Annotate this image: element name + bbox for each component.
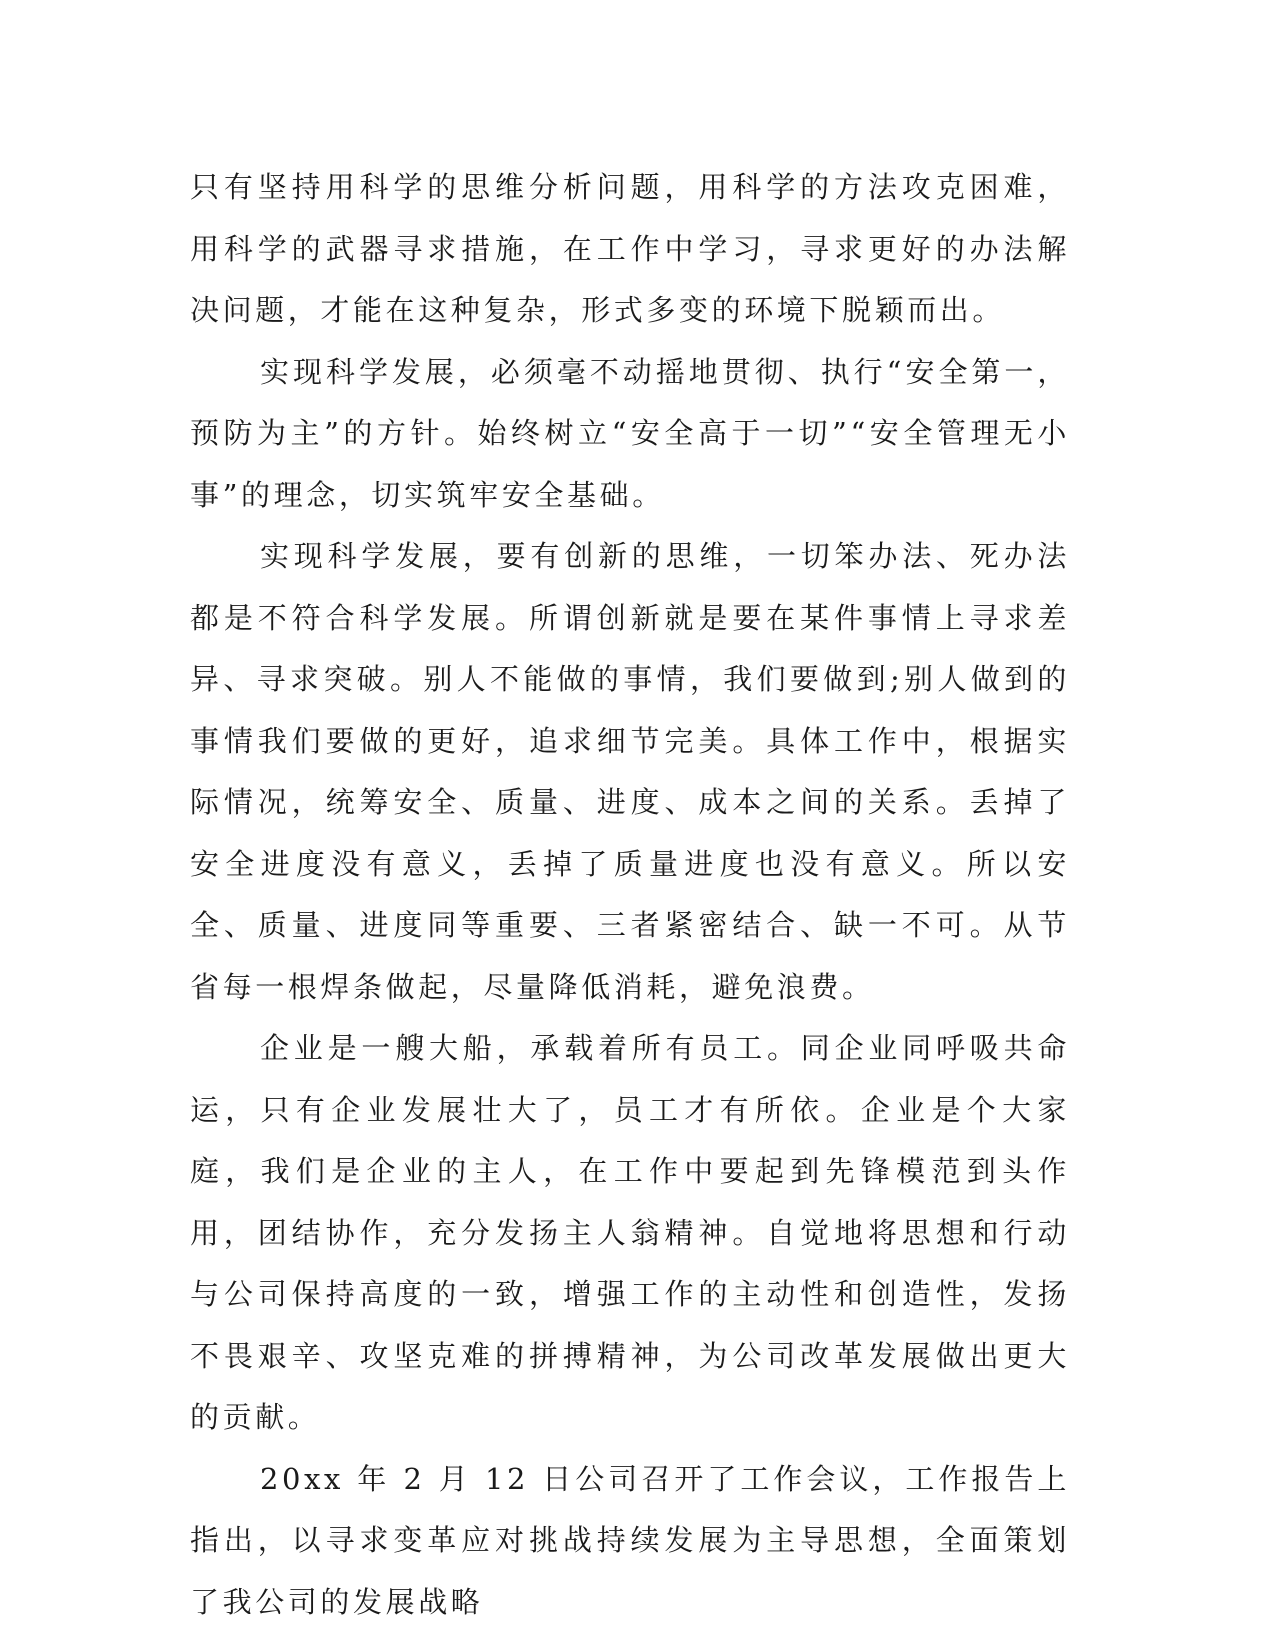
document-body — [190, 157, 1070, 1633]
paragraph-3: 实现科学发展，要有创新的思维，一切笨办法、死办法都是不符合科学发展。所谓创新就是要在某件事情上寻求差异、寻求突破。别人不能做的事情，我们要做到;别人做到的事情我们要做的更好，追求细节完美。具体工作中，根据实际情况，统筹安全、质量、进度、成本之间的关系。丢掉了安全进度没有意义，丢掉了质量进度也没有意义。所以安全、质量、进度同等重要、三者紧密结合、缺一不可。从节省每一根焊条做起，尽量降低消耗，避免浪费。 — [190, 539, 1070, 1004]
paragraph-2: 实现科学发展，必须毫不动摇地贯彻、执行“安全第一，预防为主”的方针。始终树立“安全高于一切”“安全管理无小事”的理念，切实筑牢安全基础。 — [190, 354, 1070, 512]
paragraph-4: 企业是一艘大船，承载着所有员工。同企业同呼吸共命运，只有企业发展壮大了，员工才有所依。企业是个大家庭，我们是企业的主人，在工作中要起到先锋模范到头作用，团结协作，充分发扬主人翁精神。自觉地将思想和行动与公司保持高度的一致，增强工作的主动性和创造性，发扬不畏艰辛、攻坚克难的拼搏精神，为公司改革发展做出更大的贡献。 — [190, 1031, 1070, 1434]
paragraph-1: 只有坚持用科学的思维分析问题，用科学的方法攻克困难，用科学的武器寻求措施，在工作中学习，寻求更好的办法解决问题，才能在这种复杂，形式多变的环境下脱颖而出。 — [190, 170, 1070, 327]
paragraph-5: 20xx 年 2 月 12 日公司召开了工作会议，工作报告上指出，以寻求变革应对挑战持续发展为主导思想，全面策划了我公司的发展战略 — [190, 1461, 1070, 1619]
